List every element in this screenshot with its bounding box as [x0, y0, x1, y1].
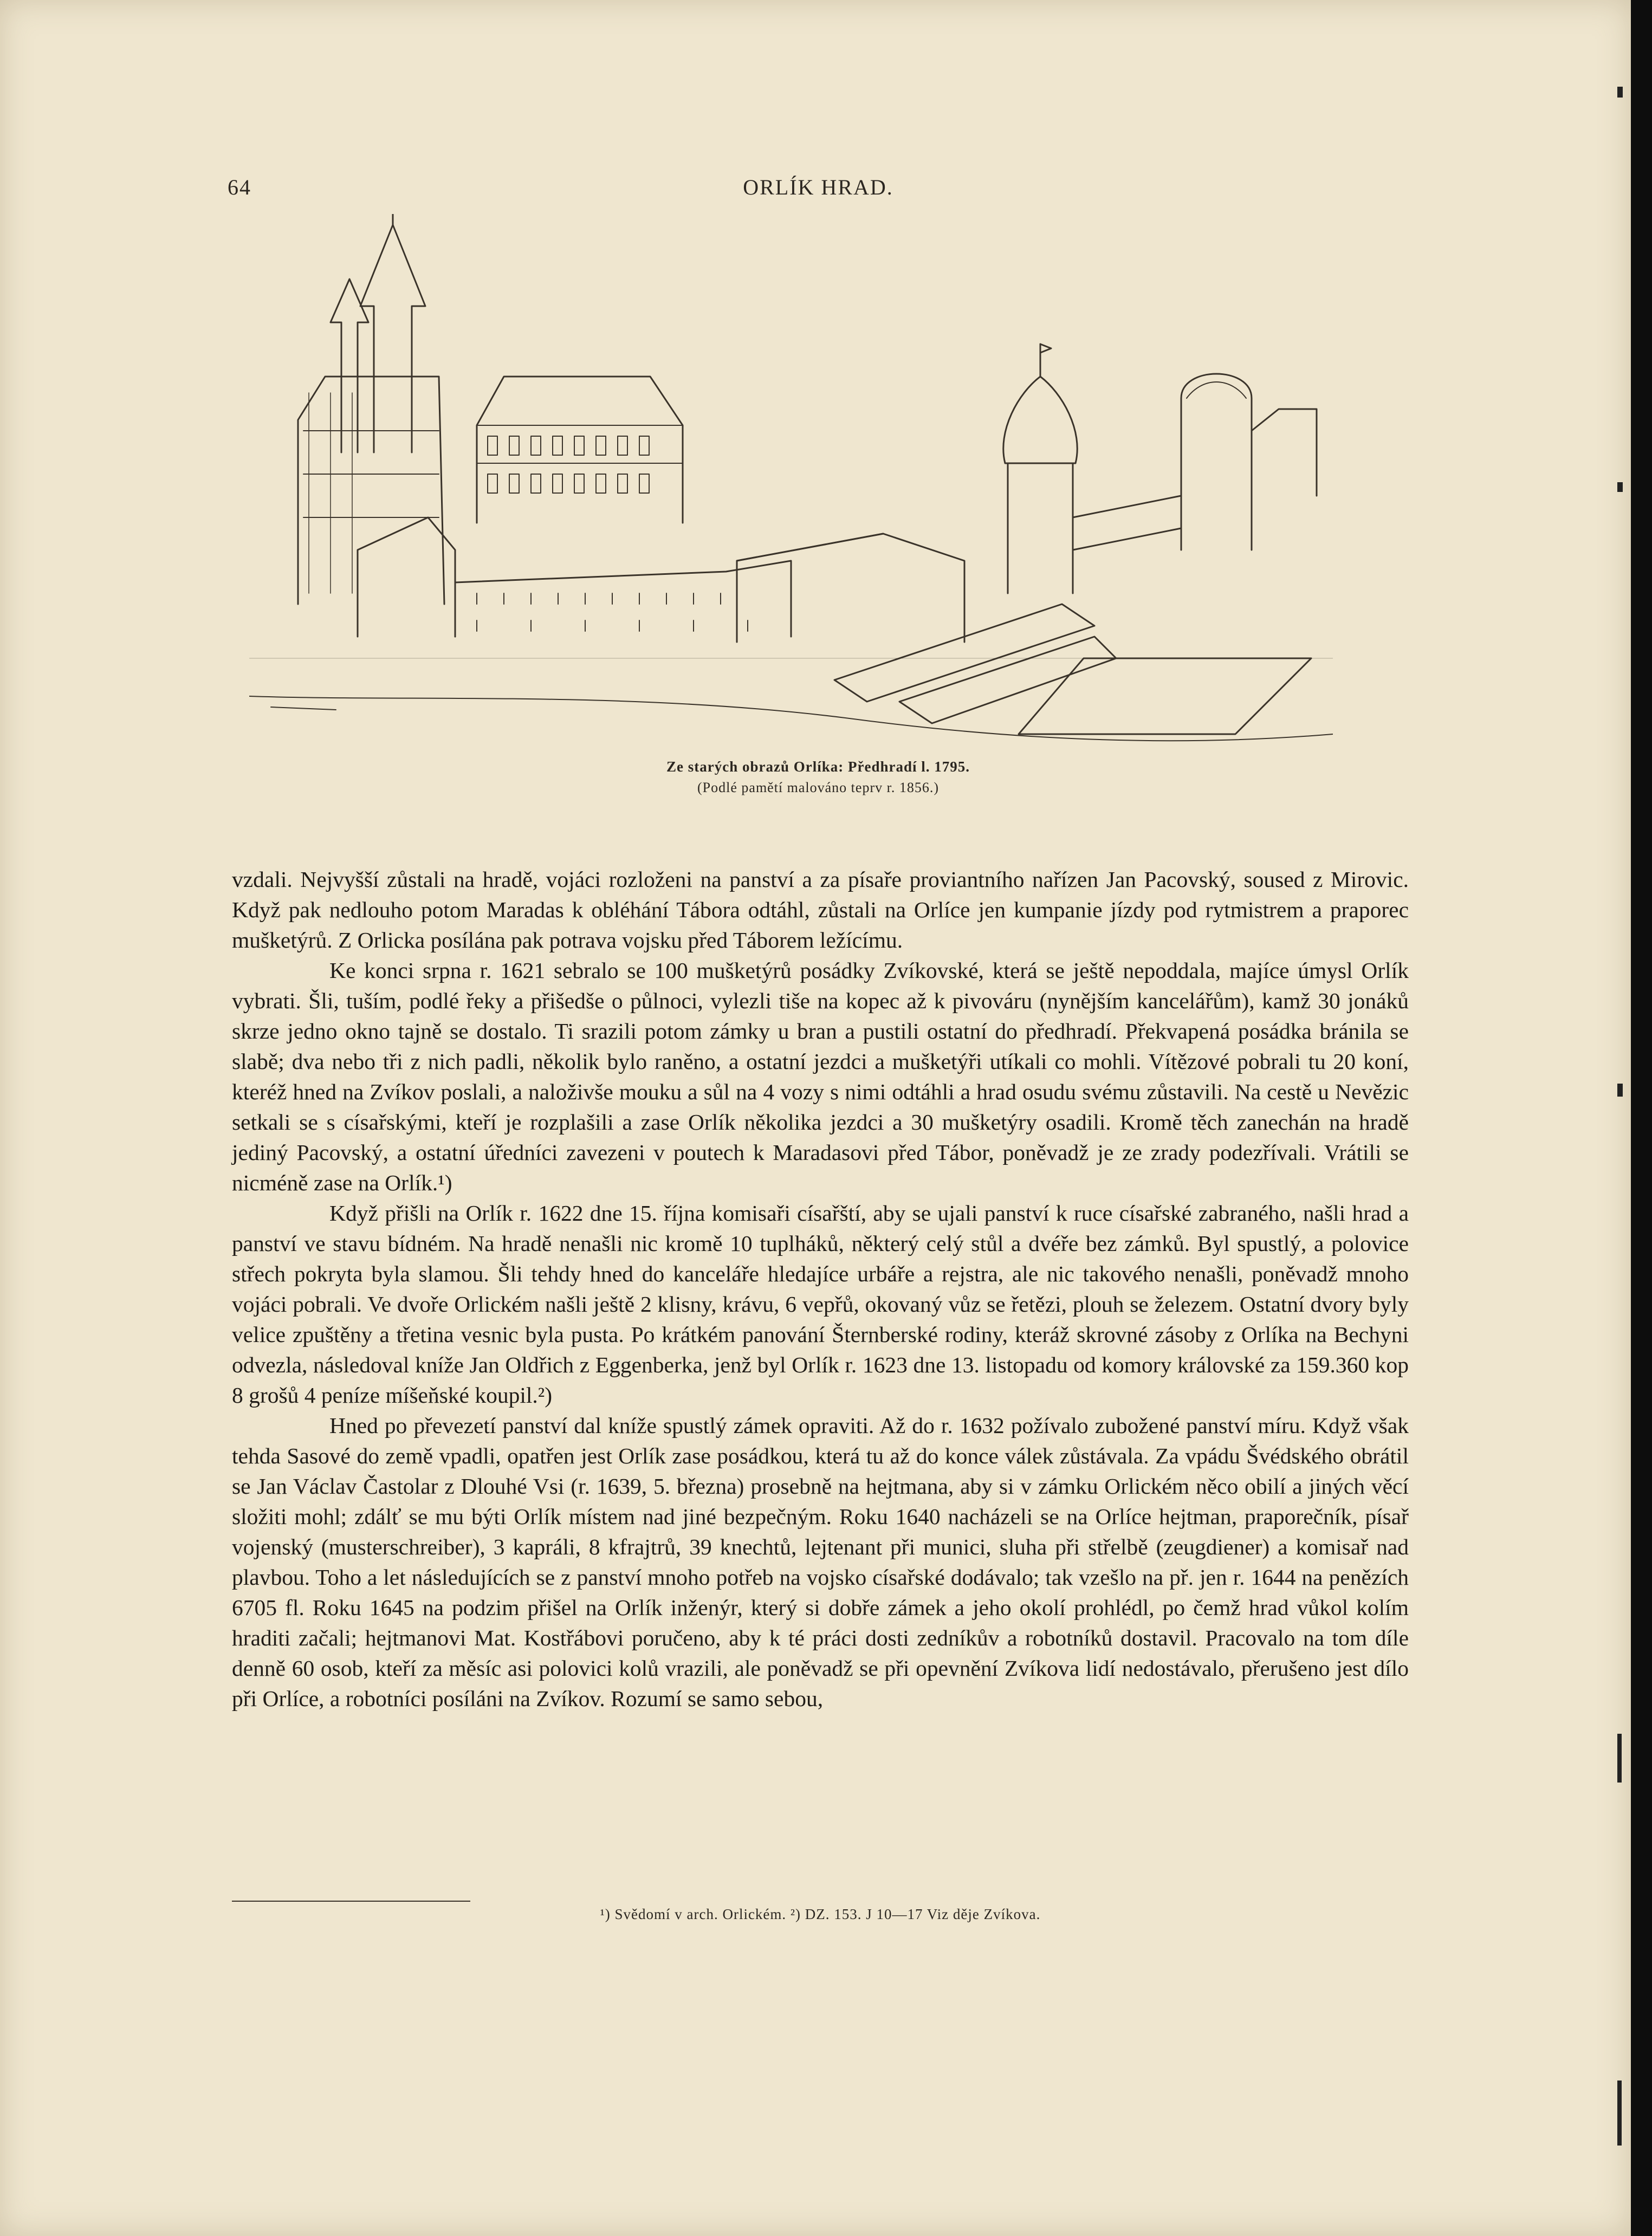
- footnotes: ¹) Svědomí v arch. Orlickém. ²) DZ. 153. J 10—17 Viz děje Zvíkova.: [600, 1906, 1041, 1922]
- main-text: [232, 864, 1409, 1714]
- scan-mark: [1617, 87, 1623, 98]
- scan-mark: [1617, 1734, 1622, 1783]
- page-number: 64: [228, 175, 251, 199]
- caption-subtitle: (Podlé pamětí malováno teprv r. 1856.): [697, 780, 939, 795]
- footnote-divider: [232, 1901, 470, 1902]
- caption-title: Ze starých obrazů Orlíka: Předhradí l. 1795.: [666, 759, 970, 775]
- paragraph: Hned po převezetí panství dal kníže spustlý zámek opraviti. Až do r. 1632 požívalo zubožené panství míru. Když však tehda Sasové do země vpadli, opatřen jest Orlík zase posádkou, která tu až do konce válek zůstávala. Za vpádu Švédského obrátil se Jan Václav Častolar z Dlouhé Vsi (r. 1639, 5. března) prosebně na hejtmana, aby si v zámku Orlickém něco obilí a jiných věcí složiti mohl; zdálť se mu býti Orlík místem nad jiné bezpečným. Roku 1640 nacházeli se na Orlíce hejtman, praporečník, písař vojenský (musterschreiber), 3 kapráli, 8 kfrajtrů, 39 knechtů, lejtenant při munici, sluha při střelbě (zeugdiener) a komisař nad plavbou. Toho a let následujících se z panství mnoho potřeb na vojsko císařské dodávalo; tak vzešlo na př. jen r. 1644 na penězích 6705 fl. Roku 1645 na podzim přišel na Orlík inženýr, který si dobře zámek a jeho okolí prohlédl, po čemž hrad vůkol kolím hraditi začali; hejtmanovi Mat. Kostřábovi poručeno, aby k té práci dosti zedníkův a robotníků dostavil. Pracovalo na tom díle denně 60 osob, kteří za měsíc asi polovici kolů vrazili, ale poněvadž se při opevnění Zvíkova lidí nedostávalo, přerušeno jest dílo při Orlíce, a robotníci posíláni na Zvíkov. Rozumí se samo sebou,: [232, 1413, 1409, 1711]
- paragraph: vzdali. Nejvyšší zůstali na hradě, vojáci rozloženi na panství a za písaře proviantního nařízen Jan Pacovský, soused z Mirovic. Když pak nedlouho potom Maradas k obléhání Tábora odtáhl, zůstali na Orlíce jen kumpanie jízdy pod rytmistrem a praporec mušketýrů. Z Orlicka posílána pak potrava vojsku před Táborem ležícímu.: [232, 867, 1409, 952]
- scan-mark: [1617, 2081, 1622, 2146]
- paragraph: Ke konci srpna r. 1621 sebralo se 100 mušketýrů posádky Zvíkovské, která se ještě nepoddala, majíce úmysl Orlík vybrati. Šli, tuším, podlé řeky a přišedše o půlnoci, vylezli tiše na kopec až k pivováru (nynějším kancelářům), kamž 30 jonáků skrze jedno okno tajně se dostalo. Ti srazili potom zámky u bran a pustili ostatní do předhradí. Překvapená posádka bránila se slabě; dva nebo tři z nich padli, několik bylo raněno, a ostatní jezdci a mušketýři utíkali co mohli. Vítězové pobrali tu 20 koní, kteréž hned na Zvíkov poslali, a naloživše mouku a sůl na 4 vozy s nimi odtáhli a hrad osudu svému zůstavili. Na cestě u Nevězic setkali se s císařskými, kteří je rozplašili a zase Orlík několika jezdci a 30 mušketýry osadili. Kromě těch zanechán na hradě jediný Pacovský, a ostatní úředníci zavezeni v poutech k Maradasovi před Tábor, poněvadž je ze zrady podezřívali. Vrátili se nicméně zase na Orlík.¹): [232, 958, 1409, 1195]
- paragraph: Když přišli na Orlík r. 1622 dne 15. října komisaři císařští, aby se ujali panství k ruce císařské zabraného, našli hrad a panství ve stavu bídném. Na hradě nenašli nic kromě 10 tuplháků, některý celý stůl a dvéře bez zámků. Byl spustlý, a polovice střech pokryta byla slamou. Šli tehdy hned do kanceláře hledajíce urbáře a rejstra, ale nic takového nenašli, poněvadž mnoho vojáci pobrali. Ve dvoře Orlickém našli ještě 2 klisny, krávu, 6 vepřů, okovaný vůz se řetězi, plouh se železem. Ostatní dvory byly velice zpuštěny a třetina vesnic byla pusta. Po krátkém panování Šternberské rodiny, kteráž skrovné zásoby z Orlíka na Bechyni odvezla, následoval kníže Jan Oldřich z Eggenberka, jenž byl Orlík r. 1623 dne 13. listopadu od komory královské za 159.360 kop 8 grošů 4 peníze míšeňské koupil.²): [232, 1201, 1409, 1408]
- scan-border: [1631, 0, 1652, 2236]
- page-header: [228, 174, 1409, 207]
- castle-drawing-icon: [249, 214, 1333, 750]
- running-title: ORLÍK HRAD.: [743, 175, 893, 199]
- figure-caption: [228, 759, 1409, 796]
- scan-mark: [1617, 1084, 1623, 1097]
- scan-mark: [1617, 482, 1623, 492]
